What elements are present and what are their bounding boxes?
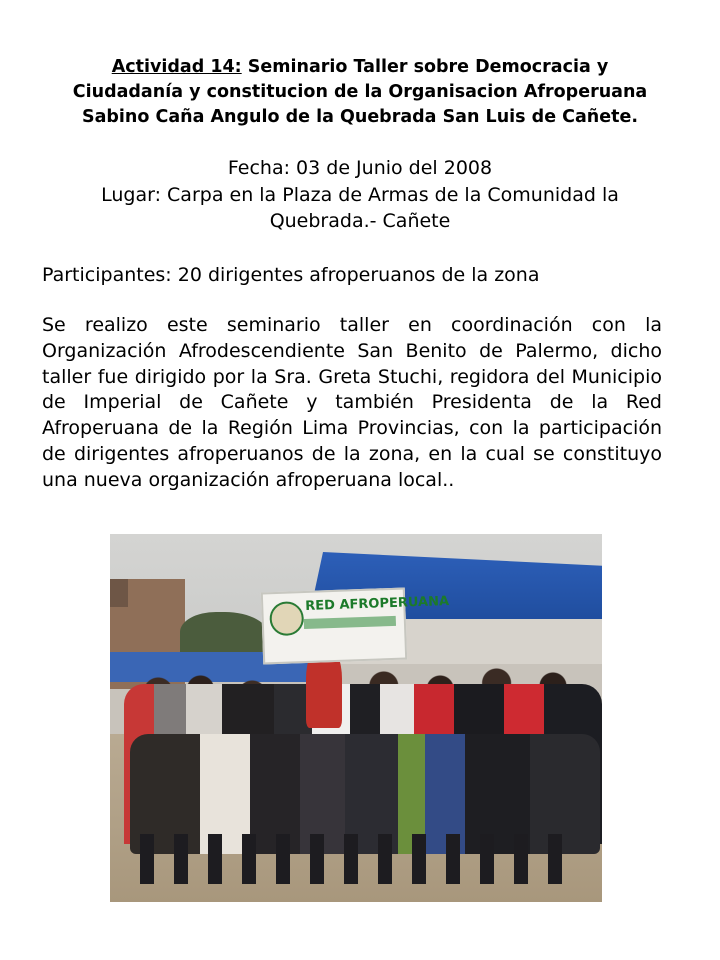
banner-subtitle-strip xyxy=(304,616,396,629)
event-details xyxy=(40,155,680,235)
participants-text: Participantes: 20 dirigentes afroperuanos de la zona xyxy=(42,264,540,286)
event-location-line-1: Lugar: Carpa en la Plaza de Armas de la Comunidad la xyxy=(101,183,619,206)
banner-logo-icon xyxy=(269,601,304,636)
title-line-1-rest: Seminario Taller sobre Democracia y xyxy=(241,57,609,77)
photo-building-window xyxy=(110,579,128,607)
event-date: Fecha: 03 de Junio del 2008 xyxy=(227,157,493,179)
title-line-3: Sabino Caña Angulo de la Quebrada San Luis de Cañete. xyxy=(81,107,639,127)
group-photo xyxy=(110,534,602,902)
activity-title xyxy=(30,55,690,130)
photo-banner xyxy=(261,588,450,665)
title-line-2: Ciudadanía y constitucion de la Organisacion Afroperuana xyxy=(72,82,648,102)
title-line-1 xyxy=(30,55,690,80)
event-location-line-2: Quebrada.- Cañete xyxy=(269,210,451,232)
photo-legs xyxy=(140,834,580,884)
banner-text: RED AFROPERUANA xyxy=(305,593,450,614)
description-paragraph: Se realizo este seminario taller en coordinación con la Organización Afrodescendiente San Benito de Palermo, dicho taller fue dirigido por la Sra. Greta Stuchi, regidora del Municipio de Imperial de Cañete y también Presidenta de la Red Afroperuana de la Región Lima Provincias, con la participación de dirigentes afroperuanos de la zona, en la cual se constituyo una nueva organización afroperuana local.. xyxy=(42,314,662,491)
activity-number-label: Actividad 14: xyxy=(111,57,242,77)
